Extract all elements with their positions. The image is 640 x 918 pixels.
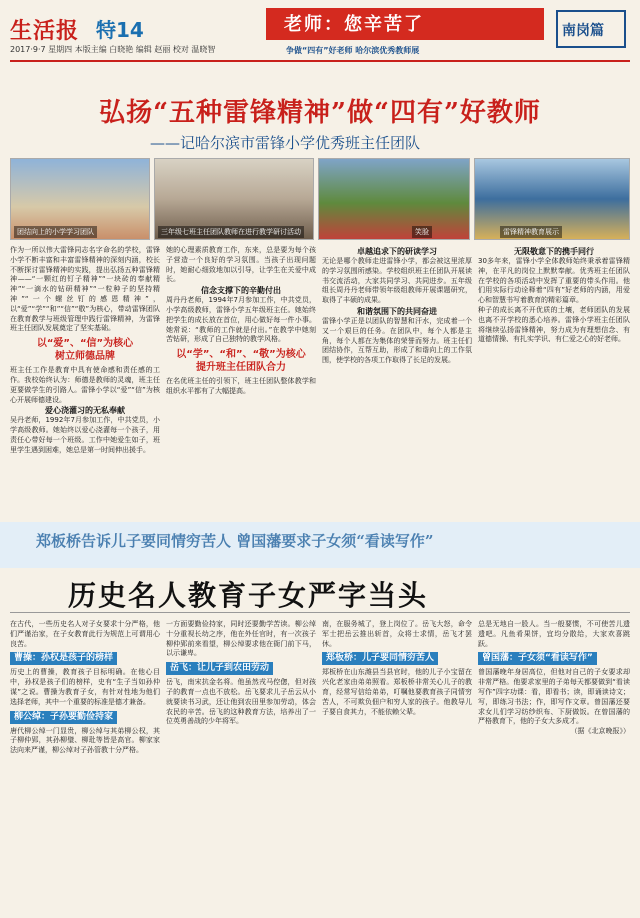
paragraph: 南，在服务城了，登上岗位了。岳飞大怒，命令军士把岳云推出斩首，众将士求情，岳飞才罢休。 xyxy=(322,620,472,648)
paragraph: 作为一所以伟大雷锋同志名字命名的学校，雷锋小学不断丰富和丰富雷锋精神的深刻内涵，校长不断探讨雷锋精神的实践，提出弘扬五种雷锋精神——“一颗红的钉子精神”“一块砖的奉献精神”“一滴水的钻研精神”“一粒种子的坚持精神”“一个螺丝钉的感恩精神”，以“爱”“学”“和”“信”“敬”为核心，带动雷锋团队在教育教学与班级管理中践行雷锋精神，为雷锋班主任团队发展奠定了坚实基础。 xyxy=(10,246,160,333)
article1-column-3 xyxy=(322,246,472,516)
article2-column-4 xyxy=(478,620,630,912)
article1-column-2 xyxy=(166,246,316,516)
banner-title: 老师：您辛苦了 xyxy=(284,14,424,35)
section-heading: 以“爱”、“信”为核心 树立师德品牌 xyxy=(36,338,134,363)
paragraph: 班主任工作是教育中具有使命感和责任感的工作。我校始终认为：师德是教师的灵魂，班主任更要做学生的引路人。雷锋小学以“爱”“信”为核心开展师德建设。 xyxy=(10,366,160,404)
paragraph: 历史上的曹操，教育孩子目标明确。在他心目中，孙权是孩子们的榜样，史有“生子当如孙仲谋”之说。曹操为教育子女，有针对性地为他们选择老师，其中一个重要的标准是德才兼备。 xyxy=(10,668,160,706)
photo-caption: 三年级七班主任团队教师在进行教学研讨活动 xyxy=(158,226,304,238)
subsection-heading: 爱心浇灌习的无私奉献 xyxy=(45,406,125,416)
photo-smiles xyxy=(318,158,470,240)
newspaper-logo: 生活报 xyxy=(10,18,80,44)
subhead-tag: 柳公绰：子孙要勤俭持家 xyxy=(10,711,117,724)
paragraph: 30多年来，雷锋小学全体教师始终秉承着雷锋精神，在平凡的岗位上默默奉献。优秀班主任团队在学校的各项活动中发挥了重要的带头作用。他们用实际行动诠释着“四有”好老师的内涵，用爱心和智慧书写着教育的精彩篇章。 xyxy=(478,257,630,305)
subhead-tag: 曾国藩：子女须“看读写作” xyxy=(478,652,597,665)
paragraph: 一方面要勤俭持家，同时还要勤学苦读。柳公绰十分重视长幼之序，他在外任官时，有一次孩子柳仲郢前来看望，柳公绰要求他在衙门前下马，以示谦卑。 xyxy=(166,620,316,658)
article1-headline: 弘扬“五种雷锋精神”做“四有”好教师 xyxy=(99,98,541,128)
photo-caption: 雷锋精神教育展示 xyxy=(500,226,562,238)
paragraph: 无论是哪个教师走进雷锋小学，都会被这里浓厚的学习氛围所感染。学校组织班主任团队开展读书交流活动，大家共同学习、共同进步。五年级组长周丹丹老师带领年级组教师开展课题研究，取得了丰硕的成果。 xyxy=(322,257,472,305)
subhead-tag: 岳飞：让儿子到农田劳动 xyxy=(166,662,273,675)
paragraph: 在古代，一些历史名人对子女要求十分严格，他们严谨治家，在子女教育此行为规范上可谓用心良苦。 xyxy=(10,620,160,648)
article1-column-1 xyxy=(10,246,160,516)
subhead-tag: 郑板桥：儿子要同情穷苦人 xyxy=(322,652,438,665)
subsection-heading: 卓越追求下的研读学习 xyxy=(357,247,437,256)
article2-column-2 xyxy=(166,620,316,912)
paragraph: 种子的成长离不开优质的土壤，老师团队的发展也离不开学校的悉心培养。雷锋小学班主任团队将继续弘扬雷锋精神，努力成为有理想信念、有道德情操、有扎实学识、有仁爱之心的好老师。 xyxy=(478,305,630,344)
paragraph: 郑板桥在山东潍县当县官时，他的儿子小宝留在兴化老家由弟弟照看。郑板桥非常关心儿子的教育，经常写信给弟弟，叮嘱他要教育孩子同情穷苦人，不可欺负佃户和穷人家的孩子。他教导儿子要自食其力，不能依赖父辈。 xyxy=(322,668,472,716)
article2-kicker: 郑板桥告诉儿子要同情穷苦人 曾国藩要求子女须“看读写作” xyxy=(36,532,434,550)
article1-subhead: ——记哈尔滨市雷锋小学优秀班主任团队 xyxy=(150,134,421,152)
paragraph: 雷锋小学正是以团队的智慧和汗水，完成着一个又一个艰巨的任务。在团队中，每个人都是主角，每个人都在为集体的荣誉而努力。班主任们团结协作，互帮互助，形成了和谐向上的工作氛围，使学校的各项工作取得了长足的发展。 xyxy=(322,316,472,365)
subsection-heading: 和谐氛围下的共同奋进 xyxy=(357,306,437,316)
article2-column-1 xyxy=(10,620,160,912)
photo-caption: 笑脸 xyxy=(412,226,432,238)
issue-line: 2017·9·7 星期四 本版主编 白晓艳 编辑 赵丽 校对 温晓智 xyxy=(10,45,216,54)
article1-column-4 xyxy=(478,246,630,516)
paragraph: 总是无地自一股人。当一般要惯，不可使苦儿遗遗吧。凡鱼肴果饼，宜均分散给，大家欢喜跳跃。 xyxy=(478,620,630,648)
banner-subtitle: 争做“四有”好老师 哈尔滨优秀教师展 xyxy=(286,46,420,55)
subsection-heading: 无限敬意下的携手同行 xyxy=(514,247,594,256)
district-tag: 南岗篇 xyxy=(562,23,604,39)
section-heading: 以“学”、“和”、“敬”为核心 提升班主任团队合力 xyxy=(176,349,306,374)
source-credit: （据《北京晚报》） xyxy=(570,727,630,736)
article2-rule xyxy=(10,612,630,613)
masthead-rule xyxy=(10,60,630,62)
paragraph: 唐代柳公绰一门显贵，柳公绰与其弟柳公权，其子柳仲郢，其孙柳璧、柳玭等皆是高官。柳家家法向来严谨，柳公绰对子孙管教十分严格。 xyxy=(10,726,160,755)
subhead-tag: 曹操：孙权是孩子的榜样 xyxy=(10,652,117,665)
photo-caption: 团结向上的小学学习团队 xyxy=(14,226,97,238)
paragraph: 在名优班主任的引领下，班主任团队整体教学和组织水平都有了大幅提高。 xyxy=(166,377,316,395)
article2-headline: 历史名人教育子女严字当头 xyxy=(68,579,429,612)
paragraph: 她的心理素质教育工作，东来，总是要为每个孩子营造一个良好的学习氛围。当孩子出现问题时，她耐心细致地加以引导，让学生在关爱中成长。 xyxy=(166,246,316,284)
subsection-heading: 信念支撑下的辛勤付出 xyxy=(201,286,281,296)
paragraph: 岳飞，南宋抗金名将。他虽然戎马倥偬，但对孩子的教育一点也不放松。岳飞要求儿子岳云从小就要读书习武，还让他到农田里参加劳动，体会农民的辛苦。岳飞的这种教育方法，培养出了一位英勇善战的少年将军。 xyxy=(166,678,316,726)
paragraph: 曾国藩晚年身居高位，但他对自己的子女要求却非常严格。他要求家里的子弟每天都要做到“看读写作”四字功课：看，即看书；读，即诵读诗文；写，即练习书法；作，即写作文章。曾国藩还要求女儿们学习纺纱织布、下厨做饭。在曾国藩的严格教育下，他的子女大多成才。 xyxy=(478,668,630,726)
article2-column-3 xyxy=(322,620,472,912)
section-number: 特14 xyxy=(96,18,144,42)
paragraph: 吴丹老师，1992年7月参加工作，中共党员，小学高级教师。她始终以爱心浇灌每一个孩子，用责任心带好每一个班级。工作中她爱生如子，班里学生遇到困难，她总是第一时间伸出援手。 xyxy=(10,416,160,454)
paragraph: 周丹丹老师，1994年7月参加工作，中共党员，小学高级教师，雷锋小学五年级班主任。她始终把学生的成长放在首位，用心做好每一件小事。她常说：“教师的工作就是付出。”在教学中她刻苦钻研，形成了自己独特的教学风格。 xyxy=(166,296,316,344)
